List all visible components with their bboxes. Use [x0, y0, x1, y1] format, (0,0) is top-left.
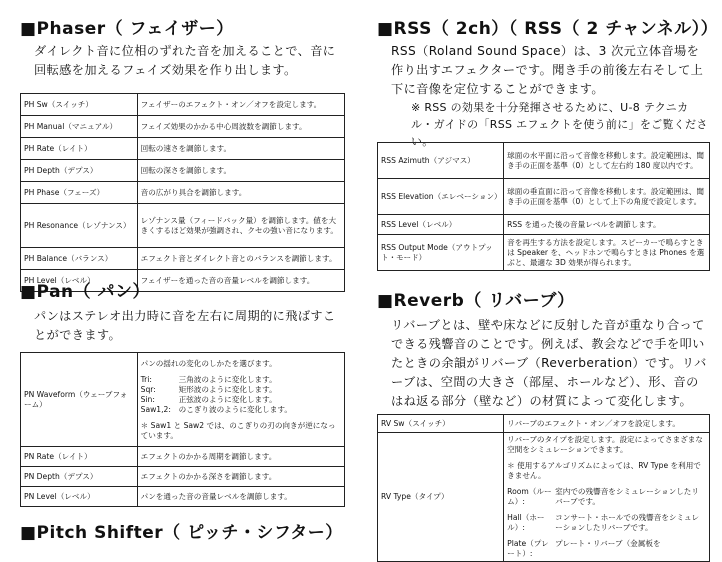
reverb-mode-key: Room（ルーム）:	[507, 487, 552, 506]
reverb-param-table	[377, 414, 710, 562]
reverb-type-intro: リバーブのタイプを設定します。設定によってさまざまな空間をシミュレーションできます。	[507, 435, 703, 454]
waveform-text: 矩形波のように変化します。	[178, 384, 277, 394]
reverb-mode-text: コンサート・ホールでの残響音をシミュレーションしたリバーブです。	[555, 513, 700, 532]
waveform-text: のこぎり波のように変化します。	[178, 404, 292, 414]
param-name: RV Type（タイプ）	[378, 433, 504, 562]
param-desc: RSS を通った後の音量レベルを調節します。	[504, 215, 710, 235]
rss-description: RSS（Roland Sound Space）は、3 次元立体音場を作り出すエフェクターです。聞き手の前後左右そして上下に音像を定位することができます。	[391, 44, 704, 96]
list-item	[141, 385, 341, 395]
param-name: RSS Level（レベル）	[378, 215, 504, 235]
param-name: PN Level（レベル）	[21, 487, 138, 507]
pan-param-table	[20, 352, 345, 507]
waveform-text: 三角波のように変化します。	[178, 374, 277, 384]
param-name: RV Sw（スイッチ）	[378, 415, 504, 433]
phaser-section	[20, 18, 345, 80]
table-row	[21, 116, 345, 138]
pitch-shifter-title: ■Pitch Shifter（ ピッチ・シフター）	[20, 523, 343, 543]
table-row	[21, 248, 345, 270]
list-item	[507, 539, 706, 559]
param-name: PN Rate（レイト）	[21, 447, 138, 467]
waveform-key: Tri:	[140, 374, 152, 384]
param-name: PH Manual（マニュアル）	[21, 116, 138, 138]
param-name: RSS Elevation（エレベーション）	[378, 179, 504, 215]
param-desc: エフェクトのかかる深さを調節します。	[137, 467, 344, 487]
param-desc: 音を再生する方法を設定します。スピーカーで鳴らすときは Speaker を、ヘッドホンで鳴らすときは Phones を選ぶと、最適な 3D 効果が得られます。	[504, 235, 710, 271]
param-desc: 球面の水平面に沿って音像を移動します。設定範囲は、聞き手の正面を基準（0）として左右約 180 度以内です。	[504, 143, 710, 179]
table-row	[21, 467, 345, 487]
table-row	[378, 179, 710, 215]
param-desc	[137, 353, 344, 447]
param-name: PH Phase（フェーズ）	[21, 182, 138, 204]
list-item	[141, 405, 341, 415]
table-row	[378, 215, 710, 235]
waveform-key: Saw1,2:	[140, 404, 171, 414]
param-desc: フェイザーを通った音の音量レベルを調節します。	[137, 270, 344, 292]
reverb-section	[377, 290, 710, 411]
list-item	[507, 513, 706, 533]
waveform-key: Sqr:	[140, 384, 156, 394]
phaser-param-table	[20, 93, 345, 292]
param-desc: エフェクトのかかる周期を調節します。	[137, 447, 344, 467]
pan-title: ■Pan（ パン）	[20, 282, 151, 302]
param-name: PN Depth（デプス）	[21, 467, 138, 487]
reverb-mode-text: 室内での残響音をシミュレーションしたリバーブです。	[555, 487, 699, 506]
param-name: PN Waveform（ウェーブフォーム）	[21, 353, 138, 447]
param-desc: 音の広がり具合を調節します。	[137, 182, 344, 204]
pitch-shifter-section	[20, 522, 345, 544]
table-row	[21, 94, 345, 116]
param-desc: エフェクト音とダイレクト音とのバランスを調節します。	[137, 248, 344, 270]
param-desc: 球面の垂直面に沿って音像を移動します。設定範囲は、聞き手の正面を基準（0）として上下の角度で設定します。	[504, 179, 710, 215]
waveform-key: Sin:	[140, 394, 155, 404]
pan-description: パンはステレオ出力時に音を左右に周期的に飛ばすことができます。	[34, 309, 336, 342]
waveform-text: 正弦波のように変化します。	[178, 394, 277, 404]
table-row	[21, 160, 345, 182]
param-desc: 回転の深さを調節します。	[137, 160, 344, 182]
table-row	[378, 433, 710, 562]
phaser-description: ダイレクト音に位相のずれた音を加えることで、音に回転感を加えるフェイズ効果を作り出します。	[34, 44, 336, 77]
waveform-note: ＊ Saw1 と Saw2 では、のこぎりの刃の向きが逆になっています。	[140, 420, 336, 440]
waveform-intro: パンの揺れの変化のしかたを選びます。	[140, 358, 277, 368]
param-name: RSS Azimuth（アジマス）	[378, 143, 504, 179]
param-name: PH Balance（バランス）	[21, 248, 138, 270]
table-row	[21, 353, 345, 447]
table-row	[21, 487, 345, 507]
pan-section	[20, 281, 345, 345]
param-desc: フェイザーのエフェクト・オン／オフを設定します。	[137, 94, 344, 116]
param-desc	[504, 433, 710, 562]
table-row	[378, 143, 710, 179]
param-desc: レゾナンス量（フィードバック量）を調節します。値を大きくするほど効果が強調され、クセの強い音になります。	[137, 204, 344, 248]
list-item	[507, 487, 706, 507]
rss-title: ■RSS（ 2ch）（ RSS（ 2 チャンネル））	[377, 19, 719, 39]
param-desc: フェイズ効果のかかる中心周波数を調節します。	[137, 116, 344, 138]
param-name: PH Depth（デプス）	[21, 160, 138, 182]
phaser-title: ■Phaser（ フェイザー）	[20, 19, 234, 39]
param-desc: リバーブのエフェクト・オン／オフを設定します。	[504, 415, 710, 433]
param-name: PH Rate（レイト）	[21, 138, 138, 160]
table-row	[378, 235, 710, 271]
table-row	[21, 138, 345, 160]
reverb-description: リバーブとは、壁や床などに反射した音が重なり合ってできる残響音のことです。例えば、教会などで手を叩いたときの余韻がリバーブ（Reverberation）です。リバーブは、空間の大きさ（部屋、ホールなど）、形、音のはね返る部分（壁など）の材質によって変化します。	[391, 318, 707, 408]
param-desc: パンを通った音の音量レベルを調節します。	[137, 487, 344, 507]
table-row	[21, 447, 345, 467]
param-name: RSS Output Mode（アウトプット・モード）	[378, 235, 504, 271]
reverb-title: ■Reverb（ リバーブ）	[377, 291, 575, 311]
param-name: PH Level（レベル）	[21, 270, 138, 292]
reverb-mode-text: プレート・リバーブ（金属板を	[555, 539, 661, 548]
param-name: PH Sw（スイッチ）	[21, 94, 138, 116]
reverb-mode-key: Hall（ホール）:	[507, 513, 545, 532]
reverb-type-note: ＊ 使用するアルゴリズムによっては、RV Type を利用できません。	[507, 461, 701, 480]
param-name: PH Resonance（レゾナンス）	[21, 204, 138, 248]
rss-note: ※ RSS の効果を十分発揮させるために、U-8 テクニカル・ガイドの「RSS エフェクトを使う前に」をご覧ください。	[411, 101, 708, 148]
param-desc: 回転の速さを調節します。	[137, 138, 344, 160]
list-item	[141, 375, 341, 385]
reverb-mode-key: Plate（プレート）:	[507, 539, 549, 558]
table-row	[378, 415, 710, 433]
table-row	[21, 204, 345, 248]
rss-param-table	[377, 142, 710, 271]
rss-section	[377, 18, 719, 150]
table-row	[21, 182, 345, 204]
list-item	[141, 395, 341, 405]
